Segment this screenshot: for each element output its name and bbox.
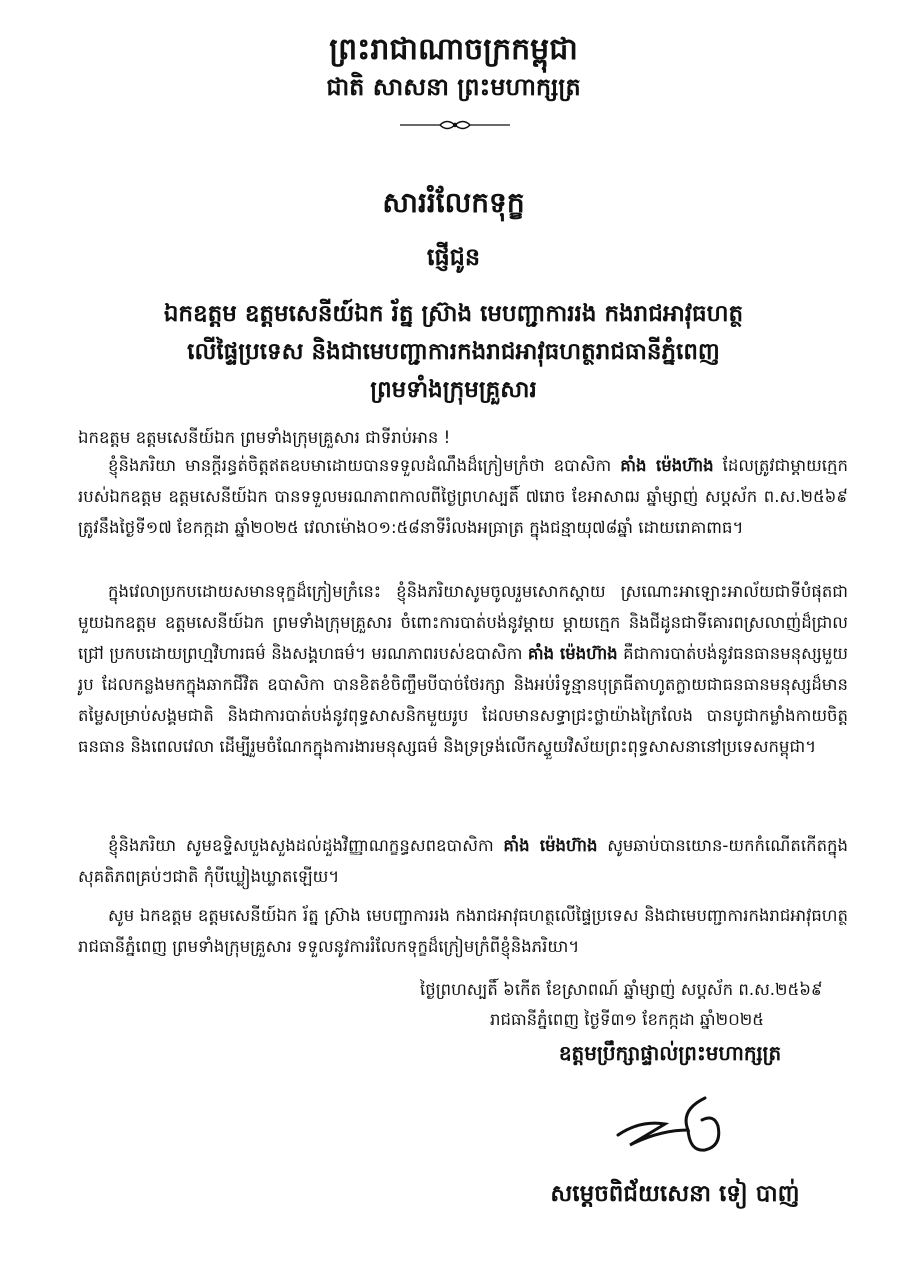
paragraph-closing: សូម ឯកឧត្តម ឧត្តមសេនីយ៍ឯក រ័ត្ន ស្រ៊ាង មេបញ្ជាការរង កងរាជអាវុធហត្ថលើផ្ទៃប្រទេស និងជាមេបញ្ជាការកងរាជអាវុធហត្ថរាជធានីភ្នំពេញ ព្រមទាំងក្រុមគ្រួសារ ទទួលនូវការរំលែកទុក្ខដ៏ក្រៀមក្រំពីខ្ញុំនិងភរិយា។ xyxy=(78,906,848,956)
deceased-name: គាំង ម៉េងហ៊ាង xyxy=(527,644,618,663)
solar-date: រាជធានីភ្នំពេញ ថ្ងៃទី៣១ ខែកក្កដា ឆ្នាំ២០២៥ xyxy=(490,1010,764,1029)
paragraph-text: ខ្ញុំនិងភរិយា មានក្តីរន្ធត់ចិត្តឥតឧបមាដោយបានទទួលដំណឹងដ៏ក្រៀមក្រំថា ឧបាសិកា xyxy=(108,456,612,475)
ornament-divider-icon xyxy=(400,118,510,132)
paragraph-text: ក្នុងវេលាប្រកបដោយសមានទុក្ខដ៏ក្រៀមក្រំនេះ ខ្ញុំនិងភរិយាសូមចូលរួមសោកស្តាយ ស្រណោះអាឡោះអាល័យជាទីបំផុតជាមួយឯកឧត្តម ឧត្តមសេនីយ៍ឯក ព្រមទាំងក្រុមគ្រួសារ ចំពោះការបាត់បង់នូវម្តាយ ម្តាយក្មេក និងជីដូនជាទីគោរពស្រលាញ់ដ៏ជ្រាលជ្រៅ ប្រកបដោយព្រហ្មវិហារធម៌ និងសង្គហធម៌។ មរណភាពរបស់ឧបាសិកា xyxy=(78,582,848,663)
signer-name: សម្តេចពិជ័យសេនា ទៀ បាញ់ xyxy=(550,1181,800,1207)
paragraph-text: ខ្ញុំនិងភរិយា សូមឧទ្ទិសបួងសួងដល់ដួងវិញ្ញាណក្ខន្ធសពឧបាសិកា xyxy=(108,836,494,855)
deceased-name: គាំង ម៉េងហ៊ាង xyxy=(503,836,598,855)
paragraph-condolence xyxy=(78,576,848,762)
recipient-line: ឯកឧត្តម ឧត្តមសេនីយ៍ឯក រ័ត្ន ស្រ៊ាង មេបញ្ជាការរង កងរាជអាវុធហត្ថ xyxy=(163,301,744,327)
recipient-line: លើផ្ទៃប្រទេស និងជាមេបញ្ជាការកងរាជអាវុធហត្ថរាជធានីភ្នំពេញ xyxy=(187,339,720,365)
paragraph-text: គឺជាការបាត់បង់នូវធនធានមនុស្សមួយរូប ដែលកន្លងមកក្នុងឆាកជីវិត ឧបាសិកា បានខិតខំចិញ្ចឹមបីបាច់ថែរក្សា និងអប់រំទូន្មានបុត្រធីតាហូតក្លាយជាធនធានមនុស្សដ៏មានតម្លៃសម្រាប់សង្គមជាតិ និងជាការបាត់បង់នូវពុទ្ធសាសនិកមួយរូប ដែលមានសទ្ធាជ្រះថ្លាយ៉ាងក្រៃលែង បានបូជាកម្លាំងកាយចិត្ត ធនធាន និងពេលវេលា ដើម្បីរួមចំណែកក្នុងការងារមនុស្សធម៌ និងទ្រទ្រង់លើកស្ទួយវិស័យព្រះពុទ្ធសាសនានៅប្រទេសកម្ពុជា។ xyxy=(78,644,848,756)
kingdom-motto-line1: ព្រះរាជាណាចក្រកម្ពុជា xyxy=(329,32,578,67)
kingdom-motto-line2: ជាតិ សាសនា ព្រះមហាក្សត្រ xyxy=(326,73,581,101)
paragraph-notice xyxy=(78,450,848,543)
signer-title: ឧត្តមប្រឹក្សាផ្ទាល់ព្រះមហាក្សត្រ xyxy=(558,1041,782,1065)
paragraph-text: សូមឆាប់បានយោន-យកកំណើតកើតក្នុងសុគតិភពគ្រប់ៗជាតិ កុំបីឃ្លៀងឃ្លាតឡើយ។ xyxy=(78,836,849,886)
lunar-date: ថ្ងៃព្រហស្បតិ៍ ៦កើត ខែស្រាពណ៍ ឆ្នាំម្សាញ់ សប្តស័ក ព.ស.២៥៦៩ xyxy=(420,980,823,999)
paragraph-prayer xyxy=(78,830,848,892)
send-to-label: ផ្ញើជូន xyxy=(426,243,481,271)
recipient-line: ព្រមទាំងក្រុមគ្រួសារ xyxy=(370,377,537,403)
salutation: ឯកឧត្តម ឧត្តមសេនីយ៍ឯក ព្រមទាំងក្រុមគ្រួសារ ជាទីរាប់អាន ! xyxy=(78,428,451,447)
recipient-block xyxy=(60,295,847,409)
deceased-name: គាំង ម៉េងហ៊ាង xyxy=(620,456,714,475)
handwritten-signature-icon xyxy=(610,1090,730,1160)
paragraph-text: ដែលត្រូវជាម្តាយក្មេករបស់ឯកឧត្តម ឧត្តមសេនីយ៍ឯក បានទទួលមរណភាពកាលពីថ្ងៃព្រហស្បតិ៍ ៧រោច ខែអាសាឍ ឆ្នាំម្សាញ់ សប្តស័ក ព.ស.២៥៦៩ ត្រូវនឹងថ្ងៃទី១៧ ខែកក្កដា ឆ្នាំ២០២៥ វេលាម៉ោង០១:៥៨នាទីរំលងអធ្រាត្រ ក្នុងជន្មាយុ៧៨ឆ្នាំ ដោយរោគាពាធ។ xyxy=(78,456,848,537)
document-title: សាររំលែកទុក្ខ xyxy=(382,186,525,219)
